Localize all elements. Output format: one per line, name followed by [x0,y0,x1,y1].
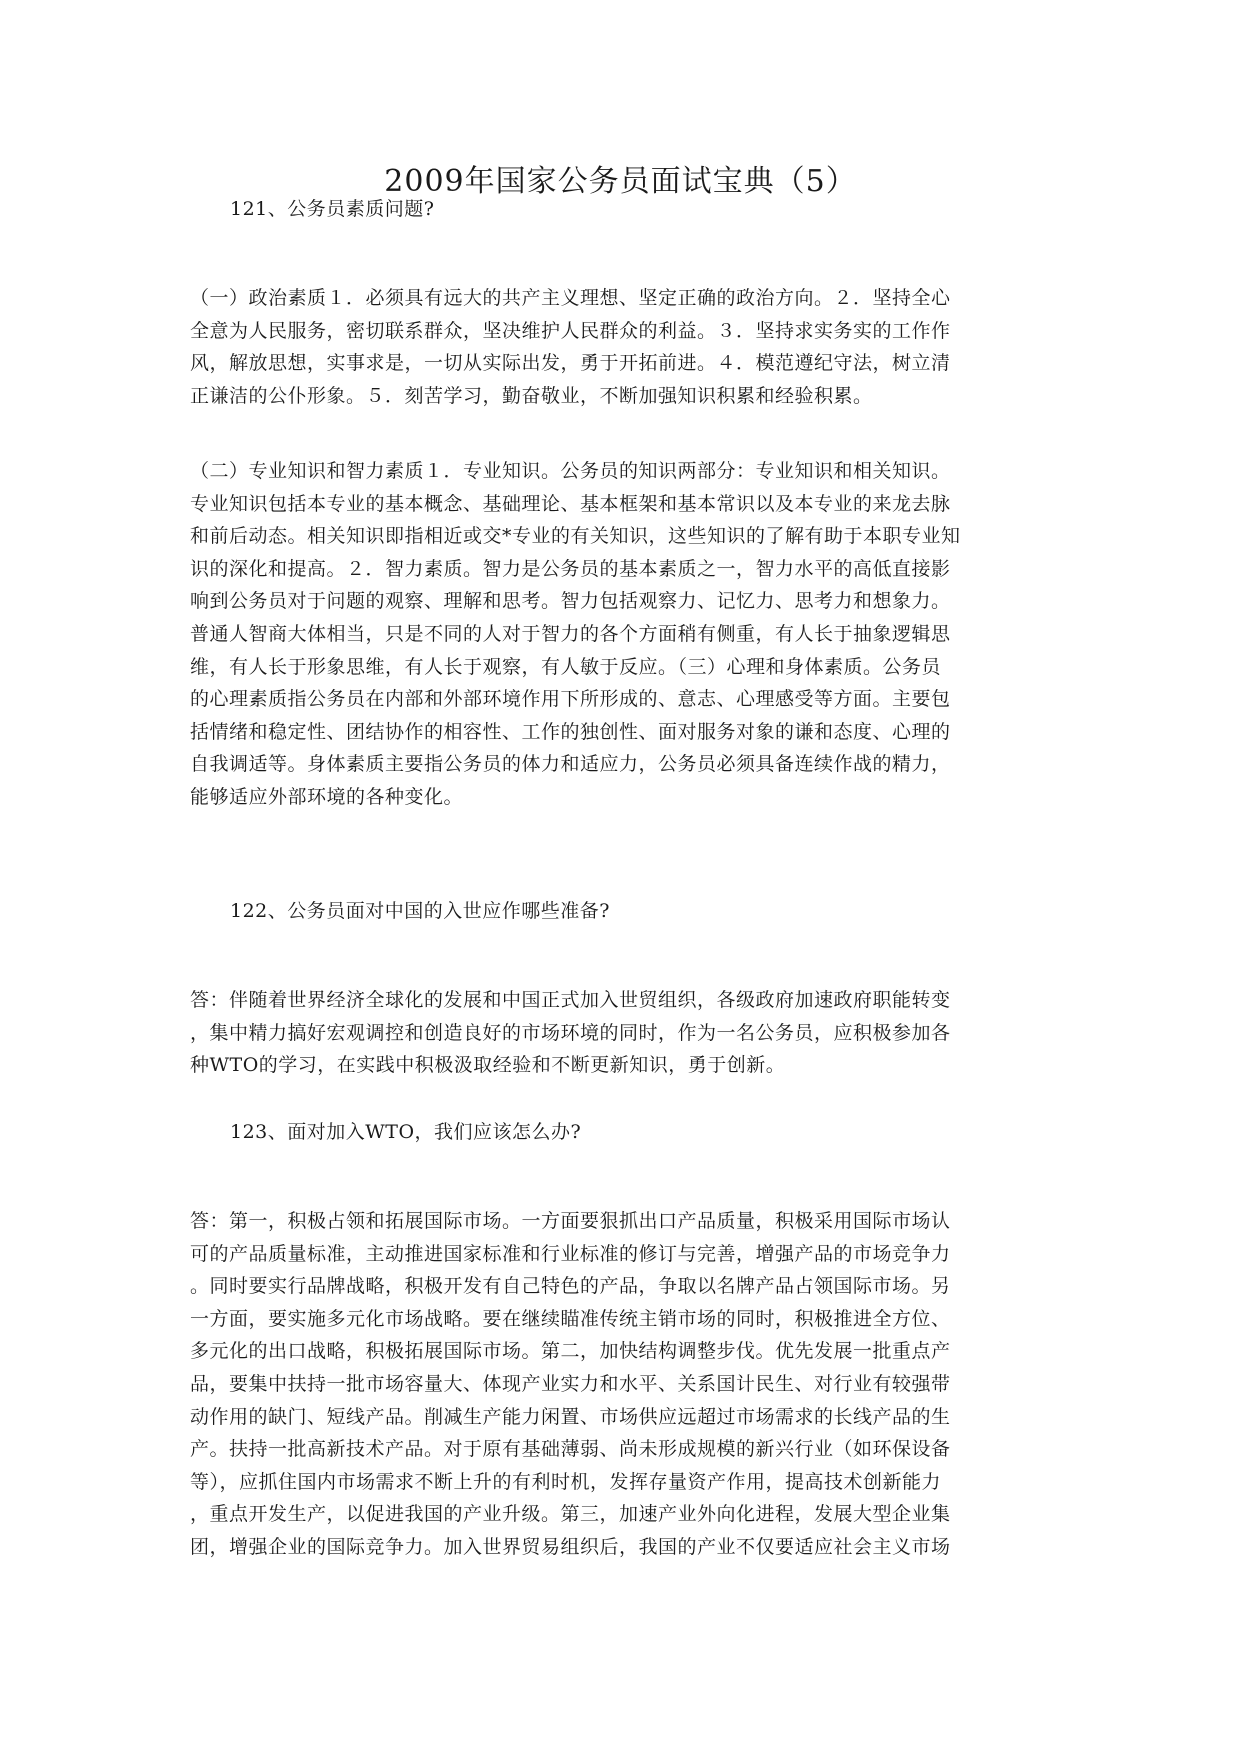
document-title: 2009年国家公务员面试宝典（5） [384,164,857,199]
text-line: 响到公务员对于问题的观察、理解和思考。智力包括观察力、记忆力、思考力和想象力。 [190,590,951,613]
text-line: 普通人智商大体相当，只是不同的人对于智力的各个方面稍有侧重，有人长于抽象逻辑思 [190,622,951,645]
text-line: 答：伴随着世界经济全球化的发展和中国正式加入世贸组织，各级政府加速政府职能转变 [190,989,951,1011]
q123-answer [190,1205,1050,1564]
q121-paragraph-knowledge [190,455,1050,814]
text-line: 品，要集中扶持一批市场容量大、体现产业实力和水平、关系国计民生、对行业有较强带 [190,1372,951,1395]
text-line: （二）专业知识和智力素质１．专业知识。公务员的知识两部分：专业知识和相关知识。 [190,460,951,482]
text-line: 专业知识包括本专业的基本概念、基础理论、基本框架和基本常识以及本专业的来龙去脉 [190,492,951,515]
text-line: 能够适应外部环境的各种变化。 [190,785,464,808]
text-line: 动作用的缺门、短线产品。削减生产能力闲置、市场供应远超过市场需求的长线产品的生 [190,1405,951,1428]
question-122: 122、公务员面对中国的入世应作哪些准备? [230,900,610,922]
text-line: 括情绪和稳定性、团结协作的相容性、工作的独创性、面对服务对象的谦和态度、心理的 [190,720,951,743]
text-line: 答：第一，积极占领和拓展国际市场。一方面要狠抓出口产品质量，积极采用国际市场认 [190,1210,951,1232]
text-line: 产。扶持一批高新技术产品。对于原有基础薄弱、尚未形成规模的新兴行业（如环保设备 [190,1438,951,1461]
text-line: 等），应抓住国内市场需求不断上升的有利时机，发挥存量资产作用，提高技术创新能力 [190,1470,942,1493]
q121-paragraph-political [190,282,1050,412]
q122-answer [190,984,1050,1082]
text-line: （一）政治素质１．必须具有远大的共产主义理想、坚定正确的政治方向。２．坚持全心 [190,287,951,309]
text-line: 全意为人民服务，密切联系群众，坚决维护人民群众的利益。３．坚持求实务实的工作作 [190,319,951,342]
text-line: 自我调适等。身体素质主要指公务员的体力和适应力，公务员必须具备连续作战的精力， [190,753,951,776]
text-line: 可的产品质量标准，主动推进国家标准和行业标准的修订与完善，增强产品的市场竞争力 [190,1242,951,1265]
question-123: 123、面对加入WTO，我们应该怎么办? [230,1121,582,1143]
text-line: 风，解放思想，实事求是，一切从实际出发，勇于开拓前进。４．模范遵纪守法，树立清 [190,352,951,375]
text-line: ，集中精力搞好宏观调控和创造良好的市场环境的同时，作为一名公务员，应积极参加各 [190,1021,951,1044]
text-line: 种WTO的学习，在实践中积极汲取经验和不断更新知识，勇于创新。 [190,1054,786,1077]
text-line: ，重点开发生产，以促进我国的产业升级。第三，加速产业外向化进程，发展大型企业集 [190,1503,951,1526]
text-line: 。同时要实行品牌战略，积极开发有自己特色的产品，争取以名牌产品占领国际市场。另 [190,1275,951,1298]
question-121: 121、公务员素质问题? [230,198,435,220]
text-line: 识的深化和提高。２．智力素质。智力是公务员的基本素质之一，智力水平的高低直接影 [190,557,951,580]
text-line: 正谦洁的公仆形象。５．刻苦学习，勤奋敬业，不断加强知识积累和经验积累。 [190,384,873,407]
text-line: 维，有人长于形象思维，有人长于观察，有人敏于反应。（三）心理和身体素质。公务员 [190,655,942,678]
text-line: 团，增强企业的国际竞争力。加入世界贸易组织后，我国的产业不仅要适应社会主义市场 [190,1535,951,1558]
text-line: 多元化的出口战略，积极拓展国际市场。第二，加快结构调整步伐。优先发展一批重点产 [190,1340,951,1363]
text-line: 和前后动态。相关知识即指相近或交*专业的有关知识，这些知识的了解有助于本职专业知 [190,525,961,548]
text-line: 一方面，要实施多元化市场战略。要在继续瞄准传统主销市场的同时，积极推进全方位、 [190,1307,951,1330]
text-line: 的心理素质指公务员在内部和外部环境作用下所形成的、意志、心理感受等方面。主要包 [190,688,951,711]
